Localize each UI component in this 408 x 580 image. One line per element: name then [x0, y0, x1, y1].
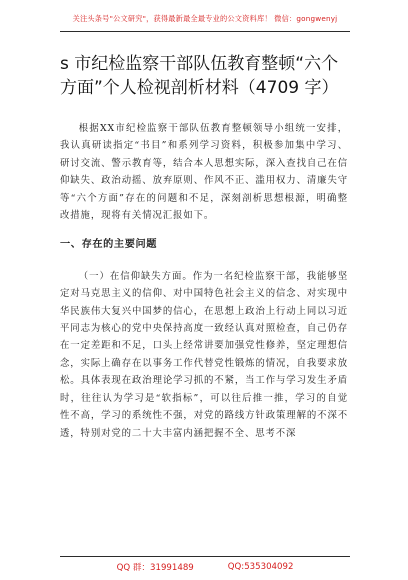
header-banner [60, 8, 350, 30]
footer-qq-group: QQ 群：31991489 [116, 563, 194, 573]
footer-divider [60, 556, 350, 557]
footer-qq: QQ:535304092 [227, 562, 294, 572]
document-title: s 市纪检监察干部队伍教育整顿“六个方面”个人检视剖析材料（4709 字） [60, 54, 339, 98]
footer [60, 558, 350, 576]
intro-paragraph: 根据XX市纪检监察干部队伍教育整顿领导小组统一安排，我认真研读指定“书目”和系列学习资料，积极参加集中学习、研讨交流、警示教育等，结合本人思想实际，深入查找自己在信仰缺失、政治动摇、放弃原则、作风不正、滥用权力、清廉失守等“六个方面”存在的问题和不足，深刻剖析思想根源，明确整改措施，现将有关情况汇报如下。 [60, 123, 348, 222]
header-divider [60, 31, 350, 32]
document-body [60, 120, 348, 442]
section-paragraph: （一）在信仰缺失方面。作为一名纪检监察干部，我能够坚定对马克思主义的信仰、对中国特色社会主义的信念、对实现中华民族伟大复兴中国梦的信心，在思想上政治上行动上同以习近平同志为核心的党中央保持高度一致经认真对照检查，自己仍存在一定差距和不足，口头上经常讲要加强党性修养，坚定理想信念，实际上确存在以事务工作代替党性锻炼的情况，自我要求放松。具体表现在政治理论学习抓的不紧，当工作与学习发生矛盾时，往往认为学习是“软指标”，可以往后推一推，学习的自觉性不高，学习的系统性不强，对党的路线方针政策理解的不深不透，特别对党的二十大丰富内涵把握不全、思考不深 [60, 270, 348, 439]
header-notice: 关注头条号"公文研究"，获得最新最全最专业的公文资料库！ 微信：gongwenyj [72, 14, 338, 23]
section-heading: 一、存在的主要问题 [60, 239, 158, 251]
